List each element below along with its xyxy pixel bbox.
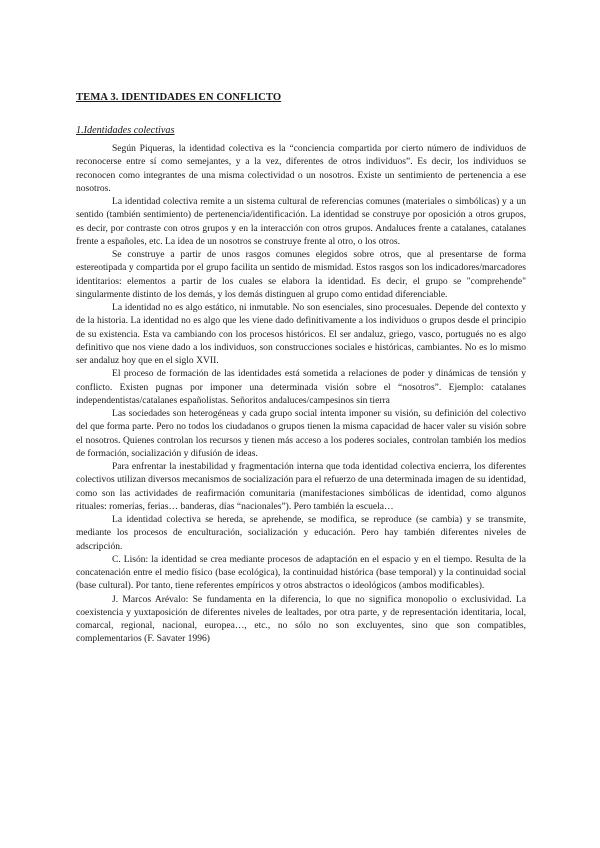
paragraph: Las sociedades son heterogéneas y cada grupo social intenta imponer su visión, su definición del colectivo del que forma parte. Pero no todos los ciudadanos o grupos tienen la misma capacidad de hacer valer su visión sobre el nosotros. Quienes controlan los recursos y tienen más acceso a los poderes sociales, controlan también los medios de formación, socialización y difusión de ideas. <box>76 408 526 459</box>
paragraph: Para enfrentar la inestabilidad y fragmentación interna que toda identidad colectiva encierra, los diferentes colectivos utilizan diversos mecanismos de socialización para el refuerzo de una determinada imagen de su identidad, como son las actividades de reafirmación comunitaria (manifestaciones simbólicas de identidad, como algunos rituales: romerías, ferias… banderas, días “nacionales”). Pero también la escuela… <box>76 461 526 512</box>
paragraph: C. Lisón: la identidad se crea mediante procesos de adaptación en el espacio y en el tiempo. Resulta de la concatenación entre el medio físico (base ecológica), la continuidad histórica (base temporal) y la continuidad social (base cultural). Por tanto, tiene referentes empíricos y otros abstractos o ideológicos (ambos modificables). <box>76 553 526 592</box>
section-heading: 1.Identidades colectivas <box>76 125 175 136</box>
paragraph: La identidad colectiva remite a un sistema cultural de referencias comunes (materiales o simbólicas) y a un sentido (también sentimiento) de pertenencia/identificación. La identidad se construye por oposición a otros grupos, es decir, por contraste con otros grupos y en la interacción con otros grupos. Andaluces frente a catalanes, catalanes frente a españoles, etc. La idea de un nosotros se construye frente al otro, o los otros. <box>76 196 526 247</box>
paragraph: El proceso de formación de las identidades está sometida a relaciones de poder y dinámicas de tensión y conflicto. Existen pugnas por imponer una determinada visión sobre el “nosotros”. Ejemplo: catalanes independentistas/catalanes españolistas. Señoritos andaluces/campesinos sin tierra <box>76 368 526 406</box>
document-title: TEMA 3. IDENTIDADES EN CONFLICTO <box>76 92 282 103</box>
paragraph: La identidad no es algo estático, ni inmutable. No son esenciales, sino procesuales. Depende del contexto y de la historia. La identidad no es algo que les viene dado definitivamente a los individuos o grupos desde el principio de su existencia. Esta va cambiando con los procesos históricos. El ser andaluz, griego, vasco, portugués no es algo definitivo que nos viene dado a los individuos, son construcciones sociales e históricas, cambiantes. No es lo mismo ser andaluz hoy que en el siglo XVII. <box>76 302 526 366</box>
paragraph: Según Piqueras, la identidad colectiva es la “conciencia compartida por cierto número de individuos de reconocerse entre sí como semejantes, y a la vez, diferentes de otros individuos”. Es decir, los individuos se reconocen como integrantes de una misma colectividad o un nosotros. Existe un sentimiento de pertenencia a ese nosotros. <box>76 143 526 194</box>
document-body <box>76 92 526 646</box>
paragraph: J. Marcos Arévalo: Se fundamenta en la diferencia, lo que no significa monopolio o exclusividad. La coexistencia y yuxtaposición de diferentes niveles de lealtades, por otra parte, y de representación identitaria, local, comarcal, regional, nacional, europea…, etc., no sólo no son excluyentes, sino que son compatibles, complementarios (F. Savater 1996) <box>76 593 526 645</box>
paragraph: Se construye a partir de unos rasgos comunes elegidos sobre otros, que al presentarse de forma estereotipada y compartida por el grupo facilita un sentido de mismidad. Estos rasgos son los indicadores/marcadores identitarios: elementos a partir de los cuales se elabora la identidad. Es decir, el grupo se "comprehende" singularmente distinto de los demás, y los demás distinguen al grupo como entidad diferenciable. <box>76 249 526 300</box>
paragraph: La identidad colectiva se hereda, se aprehende, se modifica, se reproduce (se cambia) y se transmite, mediante los procesos de enculturación, socialización y educación. Pero hay también diferentes niveles de adscripción. <box>76 514 526 552</box>
